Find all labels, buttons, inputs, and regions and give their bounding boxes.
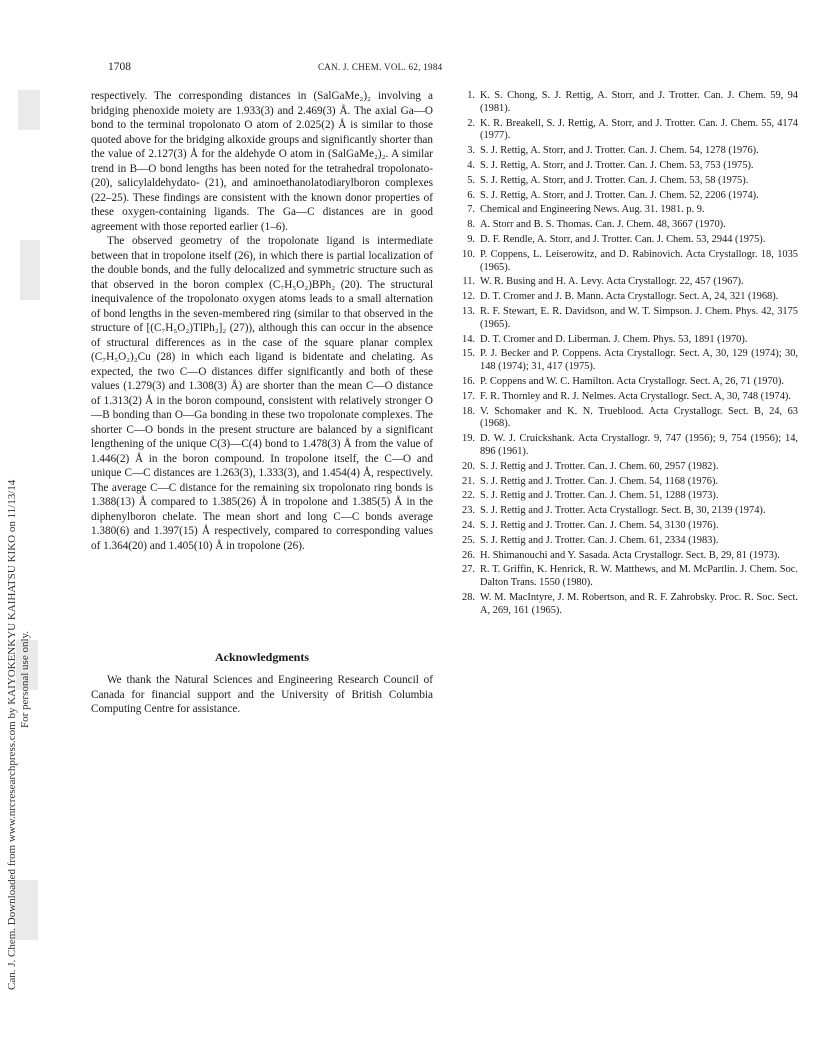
reference-item — [455, 291, 798, 304]
acknowledgments-heading: Acknowledgments — [214, 650, 309, 664]
reference-text: W. M. MacIntyre, J. M. Robertson, and R. F. Zahrobsky. Proc. R. Soc. Sect. A, 269, 161 (1965). — [480, 591, 798, 616]
running-head: CAN. J. CHEM. VOL. 62, 1984 — [318, 62, 443, 72]
reference-number: 22. — [462, 490, 475, 502]
reference-text: S. J. Rettig, A. Storr, and J. Trotter. Can. J. Chem. 54, 1278 (1976). — [480, 145, 759, 157]
reference-item — [455, 391, 798, 404]
reference-text: K. R. Breakell, S. J. Rettig, A. Storr, and J. Trotter. Can. J. Chem. 55, 4174 (1977). — [480, 117, 798, 142]
reference-text: S. J. Rettig and J. Trotter. Acta Crystallogr. Sect. B, 30, 2139 (1974). — [480, 505, 766, 517]
main-text-column — [91, 89, 433, 553]
reference-text: R. T. Griffin, K. Henrick, R. W. Matthews, and M. McPartlin. J. Chem. Soc. Dalton Trans. 1550 (1980). — [480, 564, 798, 589]
reference-number: 20. — [462, 460, 475, 472]
reference-number: 28. — [462, 591, 475, 603]
reference-number: 15. — [462, 348, 475, 360]
reference-text: D. T. Cromer and J. B. Mann. Acta Crystallogr. Sect. A, 24, 321 (1968). — [480, 291, 779, 303]
reference-number: 27. — [462, 564, 475, 576]
reference-number: 10. — [462, 248, 475, 260]
reference-text: A. Storr and B. S. Thomas. Can. J. Chem. 48, 3667 (1970). — [480, 219, 726, 231]
reference-item — [455, 476, 798, 489]
reference-number: 18. — [462, 405, 475, 417]
reference-item — [455, 348, 798, 374]
reference-item — [455, 234, 798, 247]
reference-number: 3. — [467, 145, 475, 157]
reference-number: 2. — [467, 117, 475, 129]
reference-item — [455, 550, 798, 563]
reference-item — [455, 219, 798, 232]
body-paragraph: The observed geometry of the tropolonate ligand is intermediate between that in tropolone itself (26), in which there is partial localization of the double bonds, and the fully delocalized and symmetric structure such as that observed in the boron complex (C₇H₅O₂)BPh₂ (20). The structural inequivalence of the tropolonato oxygen atoms leads to a small alternation of bond lengths in the seven-membered ring (similar to that observed in the structure of [(C₇H₅O₂)TlPh₂]₂ (27)), although this can occur in the absence of structural differences as in the case of the square planar complex (C₇H₅O₂)₂Cu (28) in which each ligand is bidentate and chelating. As expected, the two C—O distances differ significantly and both of these values (1.279(3) and 1.308(3) Å) are shorter than the mean C—O distance of 1.313(2) Å in the boron compound, consistent with relatively stronger O—B bonding than O—Ga bonding in these two tropolonate complexes. The shorter C—O bonds in the present structure are balanced by a significant lengthening of the unique C(3)—C(4) bond to 1.478(3) Å from the value of 1.446(2) Å in the boron compound. In tropolone itself, the C—O and unique C—C distances are 1.263(3), 1.333(3), and 1.454(4) Å, respectively. The average C—C distance for the remaining six tropolonato ring bonds is 1.388(13) Å compared to 1.385(26) Å in tropolone and 1.385(5) Å in the diphenylboron chelate. The mean short and long C—C bonds average 1.380(6) and 1.397(15) Å respectively, compared to corresponding values of 1.364(20) and 1.405(10) Å in tropolone (26). — [91, 235, 433, 552]
reference-number: 23. — [462, 505, 475, 517]
reference-item — [455, 190, 798, 203]
reference-number: 5. — [467, 174, 475, 186]
reference-item — [455, 145, 798, 158]
reference-number: 16. — [462, 375, 475, 387]
reference-number: 7. — [467, 204, 475, 216]
reference-text: S. J. Rettig and J. Trotter. Can. J. Chem. 54, 1168 (1976). — [480, 475, 719, 487]
reference-number: 6. — [467, 189, 475, 201]
page-number: 1708 — [108, 61, 131, 73]
reference-item — [455, 276, 798, 289]
reference-text: P. J. Becker and P. Coppens. Acta Crystallogr. Sect. A, 30, 129 (1974); 30, 148 (1974); 31, 417 (1975). — [480, 348, 798, 373]
reference-text: S. J. Rettig and J. Trotter. Can. J. Chem. 51, 1288 (1973). — [480, 490, 719, 502]
reference-text: Chemical and Engineering News. Aug. 31. 1981. p. 9. — [480, 204, 705, 216]
reference-text: S. J. Rettig, A. Storr, and J. Trotter. Can. J. Chem. 53, 753 (1975). — [480, 159, 754, 171]
reference-text: K. S. Chong, S. J. Rettig, A. Storr, and J. Trotter. Can. J. Chem. 59, 94 (1981). — [480, 90, 798, 114]
reference-text: V. Schomaker and K. N. Trueblood. Acta Crystallogr. Sect. B, 24, 63 (1968). — [480, 405, 798, 430]
reference-text: H. Shimanouchi and Y. Sasada. Acta Crystallogr. Sect. B, 29, 81 (1973). — [480, 549, 780, 561]
reference-number: 14. — [462, 333, 475, 345]
reference-item — [455, 204, 798, 217]
reference-number: 12. — [462, 291, 475, 303]
reference-item — [455, 520, 798, 533]
reference-item — [455, 249, 798, 275]
reference-text: S. J. Rettig and J. Trotter. Can. J. Chem. 60, 2957 (1982). — [480, 460, 719, 472]
reference-text: W. R. Busing and H. A. Levy. Acta Crystallogr. 22, 457 (1967). — [480, 276, 744, 288]
reference-list — [455, 90, 798, 619]
reference-number: 1. — [467, 90, 475, 101]
reference-number: 8. — [467, 219, 475, 231]
download-notice — [6, 230, 32, 990]
reference-number: 21. — [462, 475, 475, 487]
reference-item — [455, 592, 798, 618]
reference-text: R. F. Stewart, E. R. Davidson, and W. T. Simpson. J. Chem. Phys. 42, 3175 (1965). — [480, 305, 798, 330]
reference-item — [455, 376, 798, 389]
reference-text: D. W. J. Cruickshank. Acta Crystallogr. 9, 747 (1956); 9, 754 (1956); 14, 896 (1961). — [480, 433, 798, 457]
acknowledgments-text: We thank the Natural Sciences and Engineering Research Council of Canada for financial support and the University of British Columbia Computing Centre for assistance. — [91, 674, 433, 715]
reference-item — [455, 461, 798, 474]
reference-text: S. J. Rettig and J. Trotter. Can. J. Chem. 61, 2334 (1983). — [480, 534, 719, 546]
reference-item — [455, 406, 798, 432]
reference-item — [455, 160, 798, 173]
reference-number: 24. — [462, 519, 475, 531]
reference-item — [455, 90, 798, 116]
reference-item — [455, 505, 798, 518]
reference-text: P. Coppens, L. Leiserowitz, and D. Rabinovich. Acta Crystallogr. 18, 1035 (1965). — [480, 248, 798, 273]
reference-item — [455, 535, 798, 548]
reference-text: F. R. Thornley and R. J. Nelmes. Acta Crystallogr. Sect. A, 30, 748 (1974). — [480, 390, 791, 402]
reference-number: 19. — [462, 433, 475, 445]
download-notice-line: Can. J. Chem. Downloaded from www.nrcresearchpress.com by KAIYOKENKYU KAIHATSU KIKO on 11/13/14 — [6, 479, 18, 990]
body-paragraph: respectively. The corresponding distances in (SalGaMe₂)₂ involving a bridging phenoxide moiety are 1.933(3) and 2.469(3) Å. The axial Ga—O bond to the terminal tropolonato O atom of 2.025(2) Å is similar to those quoted above for the bridging alkoxide groups and significantly shorter than the value of 2.127(3) Å for the aldehyde O atom in (SalGaMe₂)₂. A similar trend in B—O bond lengths has been noted for the tetrahedral tropolonato- (20), salicylaldehydato- (21), and aminoethanolatodiarylboron complexes (22–25). These findings are consistent with the known donor properties of these oxygen-containing ligands. The Ga—C distances are in good agreement with those reported earlier (1–6). — [91, 90, 433, 233]
reference-number: 11. — [462, 276, 475, 288]
reference-item — [455, 118, 798, 144]
reference-number: 17. — [462, 390, 475, 402]
personal-use-notice: For personal use only. — [19, 630, 31, 728]
reference-item — [455, 490, 798, 503]
reference-item — [455, 564, 798, 590]
reference-number: 26. — [462, 549, 475, 561]
reference-number: 9. — [467, 233, 475, 245]
reference-number: 4. — [467, 159, 475, 171]
reference-text: P. Coppens and W. C. Hamilton. Acta Crystallogr. Sect. A, 26, 71 (1970). — [480, 375, 784, 387]
reference-item — [455, 175, 798, 188]
reference-text: D. F. Rendle, A. Storr, and J. Trotter. Can. J. Chem. 53, 2944 (1975). — [480, 233, 766, 245]
reference-text: S. J. Rettig, A. Storr, and J. Trotter. Can. J. Chem. 53, 58 (1975). — [480, 174, 749, 186]
reference-number: 25. — [462, 534, 475, 546]
reference-text: D. T. Cromer and D. Liberman. J. Chem. Phys. 53, 1891 (1970). — [480, 333, 748, 345]
scan-artifact — [18, 90, 40, 130]
reference-item — [455, 306, 798, 332]
reference-item — [455, 334, 798, 347]
reference-item — [455, 433, 798, 459]
reference-number: 13. — [462, 305, 475, 317]
reference-text: S. J. Rettig and J. Trotter. Can. J. Chem. 54, 3130 (1976). — [480, 519, 719, 531]
reference-text: S. J. Rettig, A. Storr, and J. Trotter. Can. J. Chem. 52, 2206 (1974). — [480, 189, 759, 201]
